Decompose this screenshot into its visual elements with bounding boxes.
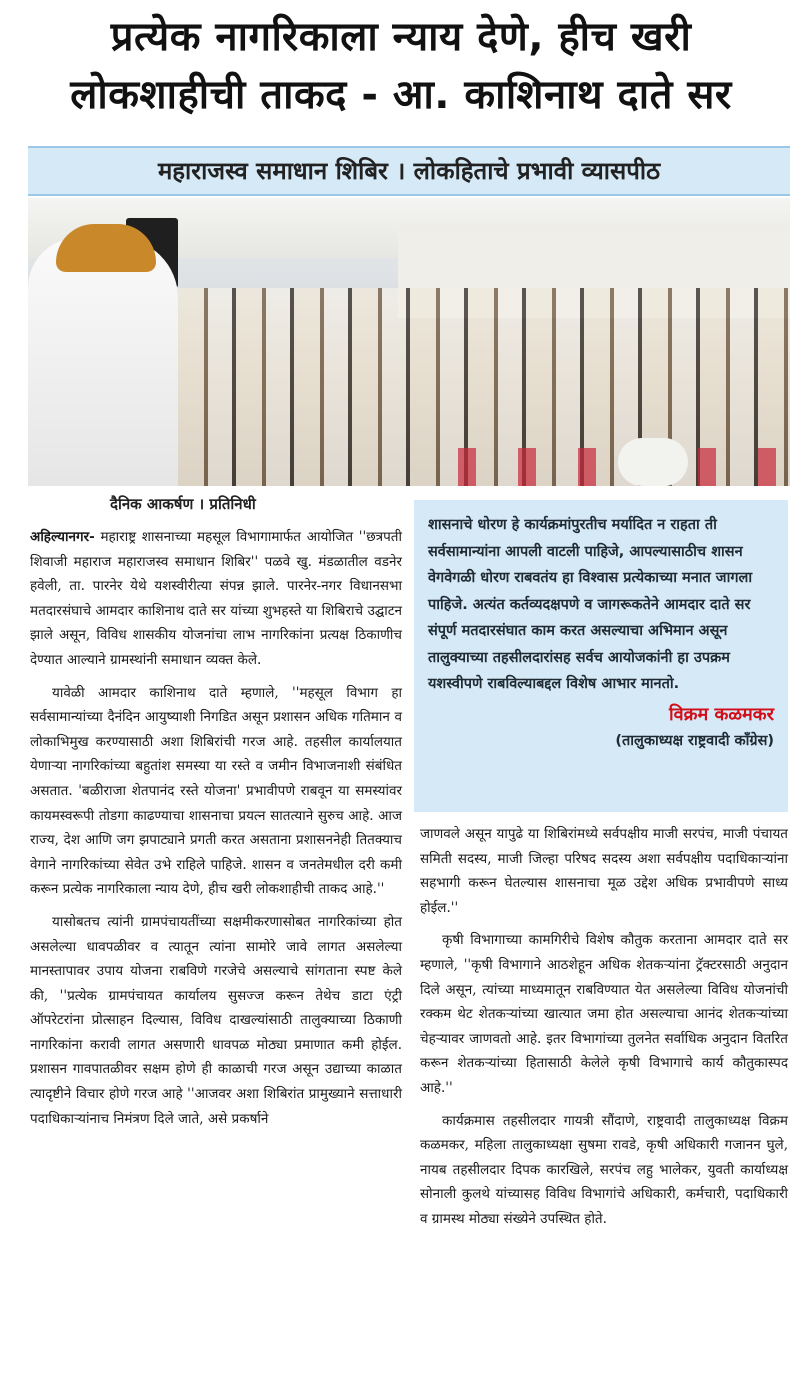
paragraph-3: यासोबतच त्यांनी ग्रामपंचायतींच्या सक्षमीकरणासोबत नागरिकांच्या होत असलेल्या धावपळीवर व त्यातून त्यांना सामोरे जावे लागत असलेल्या मानस्तापावर उपाय योजना राबविणे गरजेचे असल्याचे सांगताना स्पष्ट केले की, ''प्रत्येक ग्रामपंचायत कार्यालय सुसज्ज करून तेथेच डाटा एंट्री ऑपरेटरांना प्रोत्साहन दिल्यास, विविध दाखल्यांसाठी तालुक्याच्या ठिकाणी नागरिकांना करावी लागत असणारी धावपळ मोठ्या प्रमाणात कमी होईल. प्रशासन गावपातळीवर सक्षम होणे ही काळाची गरज असून उद्याच्या काळात त्यादृष्टीने विचार होणे गरज आहे ''आजवर अशा शिबिरांत प्रामुख्याने सत्ताधारी पदाधिकाऱ्यांनाच निमंत्रण दिले जाते, असे प्रकर्षाने: [30, 913, 402, 1127]
headline-line-1: प्रत्येक नागरिकाला न्याय देणे, हीच खरी: [110, 14, 692, 60]
quote-author-name: विक्रम कळमकर: [669, 703, 774, 725]
event-photo: [28, 198, 790, 486]
photo-flowers: [618, 438, 688, 486]
quote-text: शासनाचे धोरण हे कार्यक्रमांपुरतीच मर्यादित न राहता ती सर्वसामान्यांना आपली वाटली पाहिजे, आपल्यासाठीच शासन वेगवेगळी धोरण राबवतंय हा विश्वास प्रत्येकाच्या मनात जागला पाहिजे. अत्यंत कर्तव्यदक्षपणे व जागरूकतेने आमदार दाते सर संपूर्ण मतदारसंघात काम करत असल्याचा अभिमान असून तालुक्याच्या तहसीलदारांसह सर्वच आयोजकांनी हा उपक्रम यशस्वीपणे राबविल्याबद्दल विशेष आभार मानतो.: [428, 517, 753, 692]
quote-author-role: (तालुकाध्यक्ष राष्ट्रवादी कॉंग्रेस): [615, 732, 774, 749]
subheadline: महाराजस्व समाधान शिबिर । लोकहिताचे प्रभावी व्यासपीठ: [28, 146, 790, 196]
headline: [0, 8, 802, 124]
dateline: अहिल्यानगर-: [30, 529, 95, 545]
right-paragraph-2: कृषी विभागाच्या कामगिरीचे विशेष कौतुक करताना आमदार दाते सर म्हणाले, ''कृषी विभागाने आठशेहून अधिक शेतकऱ्यांना ट्रॅक्टरसाठी अनुदान दिले असून, त्यांच्या माध्यमातून राबविण्यात येत असलेल्या विविध योजनांची रक्कम थेट शेतकऱ्यांच्या खात्यात जमा होत असल्याचा आनंद शेतकऱ्यांच्या चेहऱ्यावर जाणवतो आहे. इतर विभागांच्या तुलनेत सर्वाधिक अनुदान वितरित करून शेतकऱ्यांच्या हितासाठी केलेले कृषी विभागाचे कार्य कौतुकास्पद आहे.'': [420, 932, 788, 1096]
paragraph-2: यावेळी आमदार काशिनाथ दाते म्हणाले, ''महसूल विभाग हा सर्वसामान्यांच्या दैनंदिन आयुष्याशी निगडित असून प्रशासन अधिक गतिमान व लोकाभिमुख करण्यासाठी अशा शिबिरांची गरज आहे. तहसील कार्यालयात येणाऱ्या नागरिकांच्या बहुतांश समस्या या रस्ते व जमीन विभाजनाशी संबंधित असतात. 'बळीराजा शेतपानंद रस्ते योजना' प्रभावीपणे राबवून या समस्यांवर कायमस्वरूपी तोडगा काढण्याचा शासनाचा प्रयत्न सातत्याने सुरुच आहे. आज राज्य, देश आणि जग झपाट्याने प्रगती करत असताना प्रशासननेही तितक्याच वेगाने नागरिकांच्या सेवेत उभे राहिले पाहिजे. शासन व जनतेमधील दरी कमी करून प्रत्येक नागरिकाला न्याय देणे, हीच खरी लोकशाहीची ताकद आहे.'': [30, 684, 402, 898]
headline-line-2: लोकशाहीची ताकद - आ. काशिनाथ दाते सर: [70, 72, 732, 118]
photo-caption: दैनिक आकर्षण । प्रतिनिधी: [110, 495, 256, 513]
paragraph-1-text: महाराष्ट्र शासनाच्या महसूल विभागामार्फत आयोजित ''छत्रपती शिवाजी महाराज महाराजस्व समाधान शिबिर'' पळवे खु. मंडळातील वडनेर हवेली, ता. पारनेर येथे यशस्वीरीत्या संपन्न झाले. पारनेर-नगर विधानसभा मतदारसंघाचे आमदार काशिनाथ दाते सर यांच्या शुभहस्ते या शिबिराचे उद्घाटन झाले असून, विविध शासकीय योजनांचा लाभ नागरिकांना प्रत्यक्ष ठिकाणीच देण्यात आल्याने ग्रामस्थांनी समाधान व्यक्त केले.: [30, 529, 402, 668]
paragraph-1: [30, 525, 402, 673]
quote-box: [414, 500, 788, 812]
article-left-column: [30, 525, 402, 1139]
photo-speaker-person: [28, 238, 178, 486]
article-right-column: [420, 822, 788, 1240]
right-paragraph-1: जाणवले असून यापुढे या शिबिरांमध्ये सर्वपक्षीय माजी सरपंच, माजी पंचायत समिती सदस्य, माजी जिल्हा परिषद सदस्य अशा सर्वपक्षीय पदाधिकाऱ्यांना सहभागी करून घेतल्यास शासनाचा मूळ उद्देश अधिक प्रभावीपणे साध्य होईल.'': [420, 826, 788, 916]
photo-turban: [56, 224, 156, 272]
right-paragraph-3: कार्यक्रमास तहसीलदार गायत्री सौंदाणे, राष्ट्रवादी तालुकाध्यक्ष विक्रम कळमकर, महिला तालुकाध्यक्षा सुषमा रावडे, कृषी अधिकारी गजानन घुले, नायब तहसीलदार दिपक कारखिले, सरपंच लहु भालेकर, युवती कार्याध्यक्ष सोनाली कुलथे यांच्यासह विविध विभागांचे अधिकारी, कर्मचारी, पदाधिकारी व ग्रामस्थ मोठ्या संख्येने उपस्थित होते.: [420, 1112, 788, 1227]
